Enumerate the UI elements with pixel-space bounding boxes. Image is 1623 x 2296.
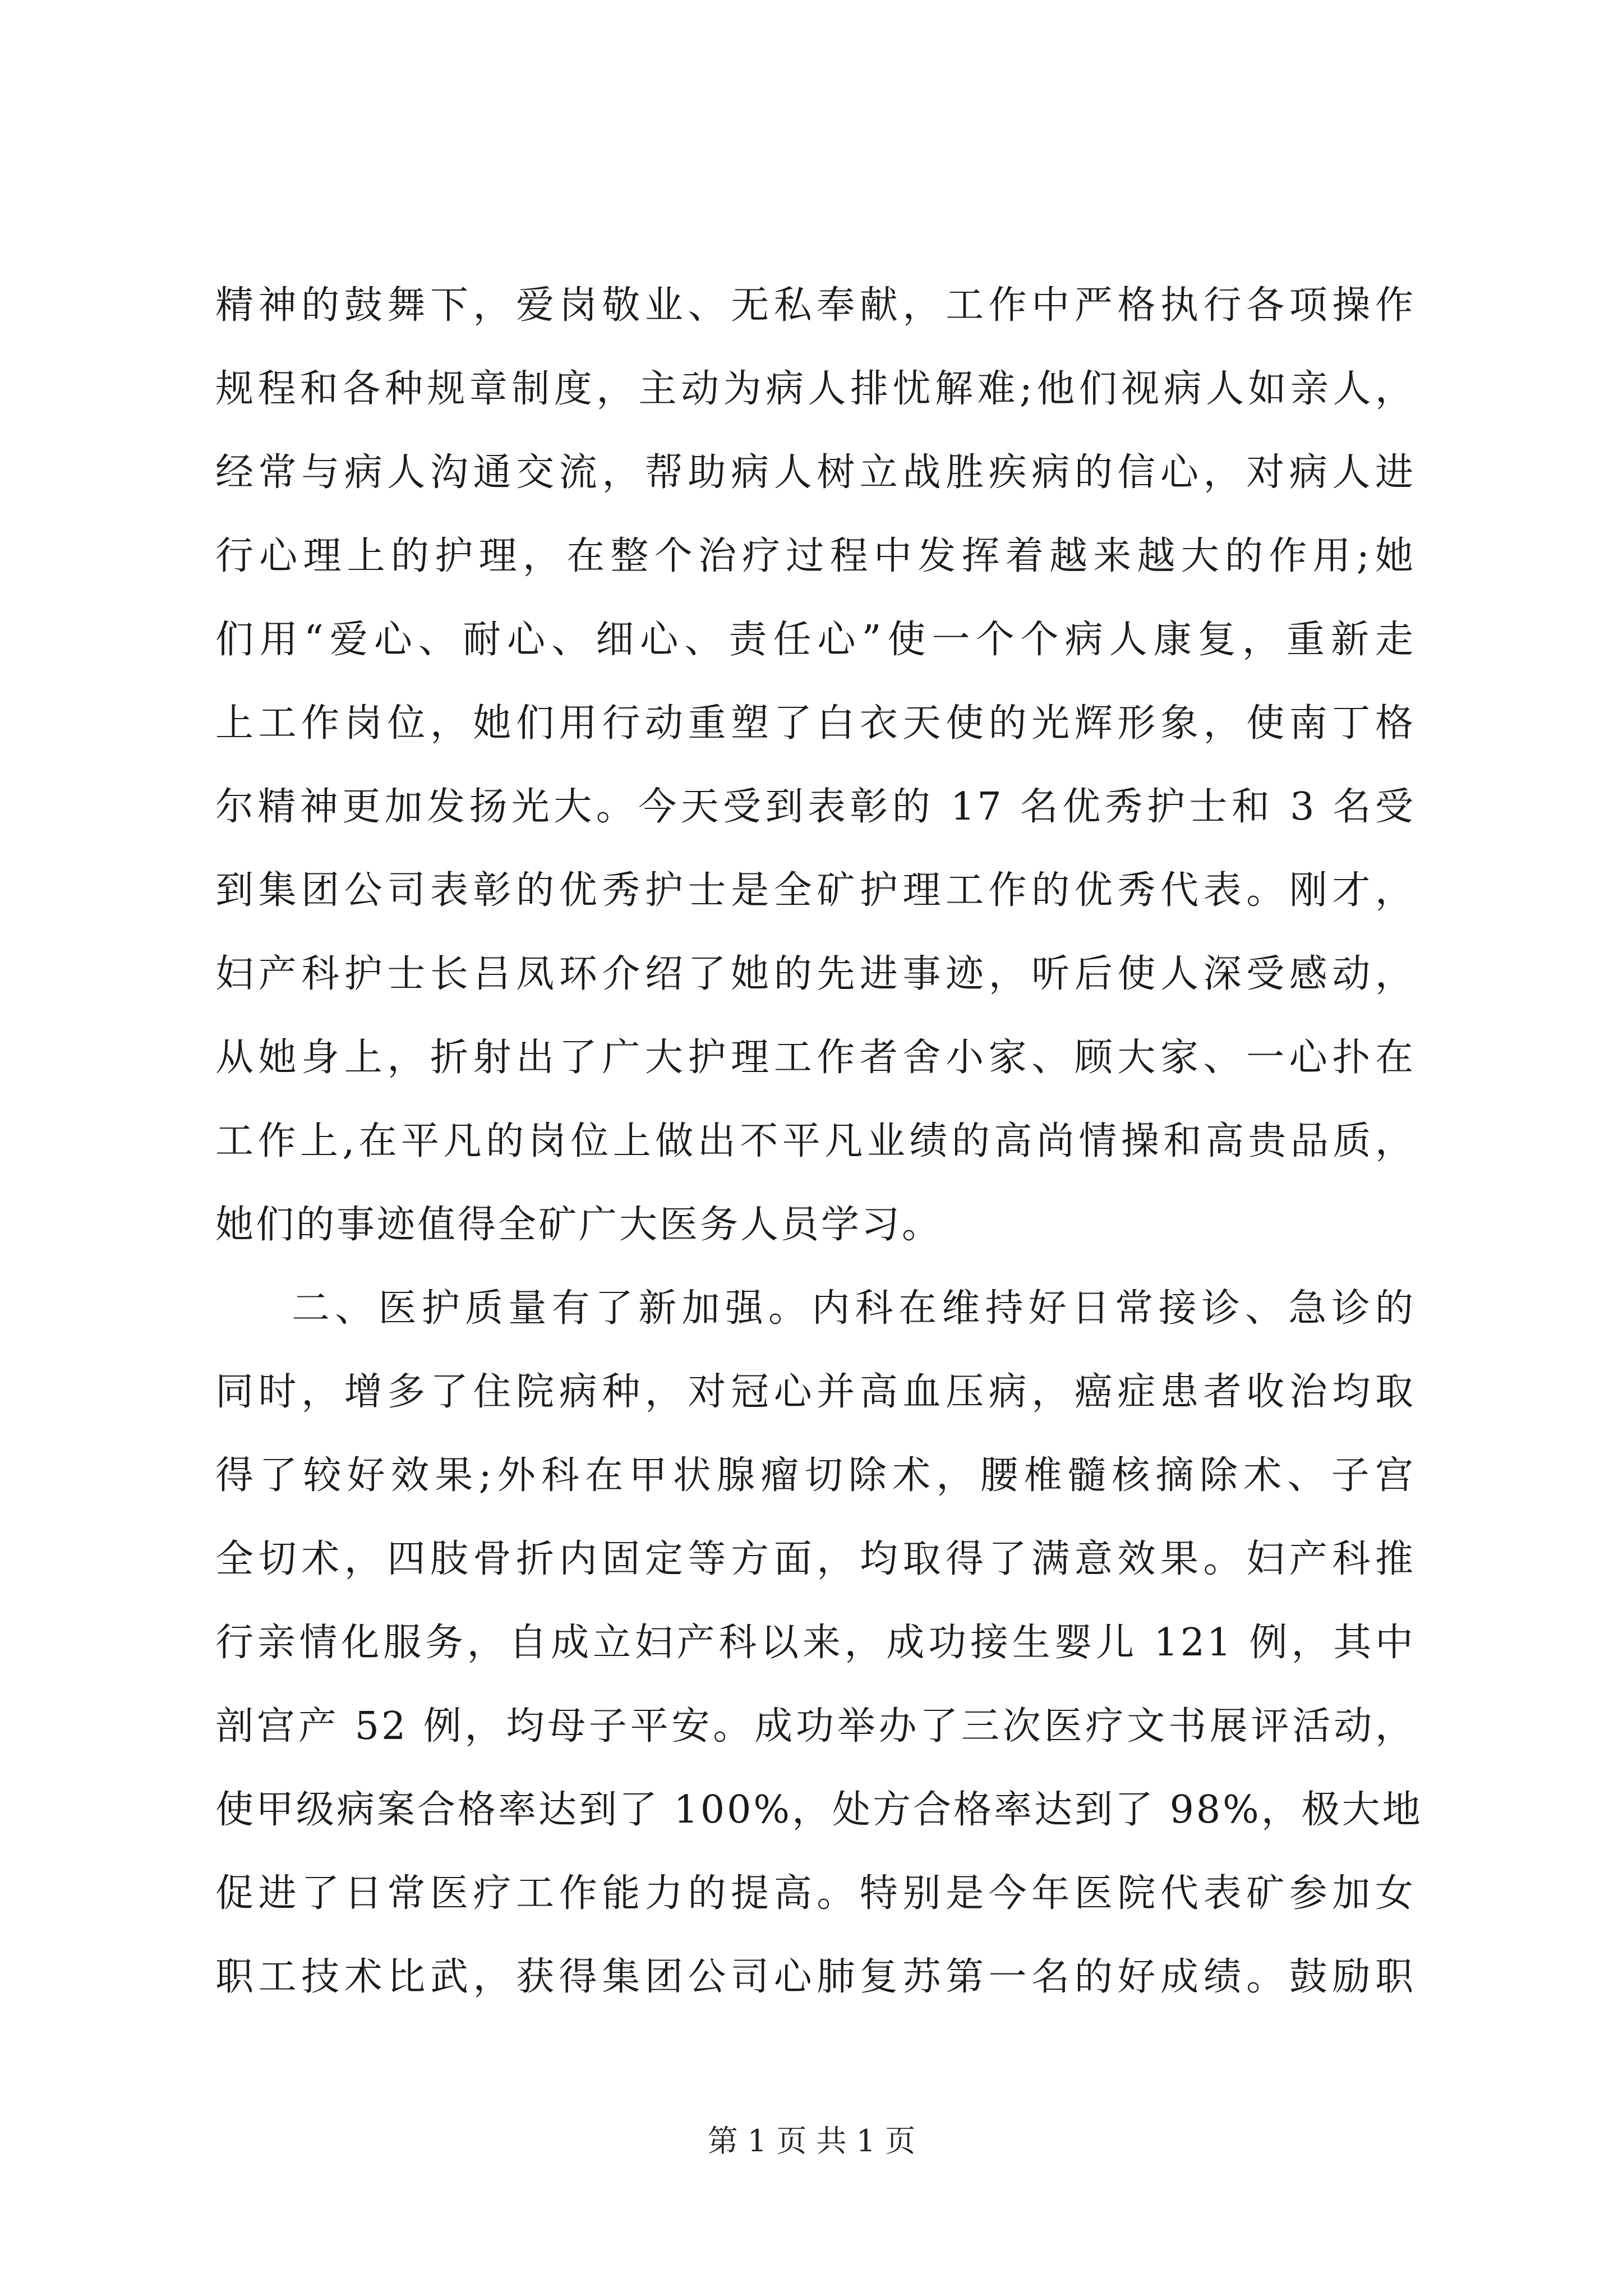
- paragraph-line: 经常与病人沟通交流，帮助病人树立战胜疾病的信心，对病人进: [215, 450, 1415, 495]
- paragraph-line: 行心理上的护理，在整个治疗过程中发挥着越来越大的作用;她: [215, 534, 1415, 578]
- paragraph-line: 从她身上，折射出了广大护理工作者舍小家、顾大家、一心扑在: [215, 1036, 1415, 1080]
- paragraph-line: 们用“爱心、耐心、细心、责任心”使一个个病人康复，重新走: [215, 618, 1415, 662]
- paragraph-line: 职工技术比武，获得集团公司心肺复苏第一名的好成绩。鼓励职: [215, 1955, 1415, 1999]
- paragraph-line: 同时，增多了住院病种，对冠心并高血压病，癌症患者收治均取: [215, 1370, 1415, 1414]
- paragraph-line: 工作上,在平凡的岗位上做出不平凡业绩的高尚情操和高贵品质，: [215, 1119, 1415, 1163]
- paragraph-line: 使甲级病案合格率达到了 100%，处方合格率达到了 98%，极大地: [215, 1788, 1423, 1832]
- paragraph-line: 到集团公司表彰的优秀护士是全矿护理工作的优秀代表。刚才，: [215, 868, 1415, 913]
- paragraph-line: 上工作岗位，她们用行动重塑了白衣天使的光辉形象，使南丁格: [215, 701, 1415, 746]
- paragraph-line: 全切术，四肢骨折内固定等方面，均取得了满意效果。妇产科推: [215, 1537, 1415, 1581]
- paragraph-line: 妇产科护士长吕凤环介绍了她的先进事迹，听后使人深受感动，: [215, 952, 1415, 996]
- paragraph-line: 规程和各种规章制度，主动为病人排忧解难;他们视病人如亲人，: [215, 367, 1415, 411]
- paragraph-line: 精神的鼓舞下，爱岗敬业、无私奉献，工作中严格执行各项操作: [215, 283, 1415, 328]
- paragraph-line: 促进了日常医疗工作能力的提高。特别是今年医院代表矿参加女: [215, 1871, 1415, 1916]
- paragraph-line: 她们的事迹值得全矿广大医务人员学习。: [215, 1203, 943, 1247]
- page-footer: 第 1 页 共 1 页: [707, 2123, 916, 2159]
- paragraph-line: 尔精神更加发扬光大。今天受到表彰的 17 名优秀护士和 3 名受: [215, 785, 1415, 829]
- paragraph-line: 行亲情化服务，自成立妇产科以来，成功接生婴儿 121 例，其中: [215, 1621, 1415, 1665]
- paragraph-line: 二、医护质量有了新加强。内科在维持好日常接诊、急诊的: [292, 1286, 1415, 1331]
- paragraph-line: 剖宫产 52 例，均母子平安。成功举办了三次医疗文书展评活动，: [215, 1704, 1415, 1749]
- paragraph-line: 得了较好效果;外科在甲状腺瘤切除术，腰椎髓核摘除术、子宫: [215, 1453, 1415, 1498]
- document-body: [215, 264, 1423, 2019]
